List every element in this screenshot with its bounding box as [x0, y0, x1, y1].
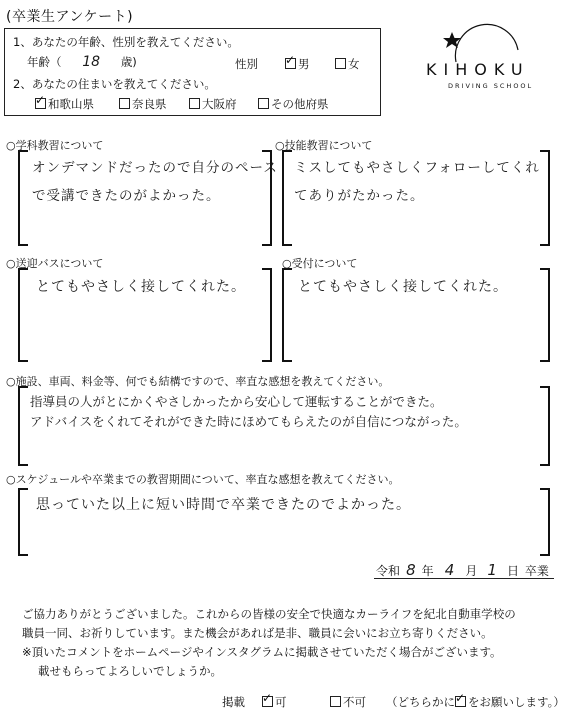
q1-label: 1、あなたの年齢、性別を教えてください。 — [13, 35, 239, 49]
residence-label: 奈良県 — [132, 97, 167, 111]
footer-line-4: 載せもらってよろしいでしょうか。 — [38, 664, 222, 678]
bracket-right — [540, 268, 550, 362]
residence-option-1[interactable] — [119, 96, 167, 112]
answer-shisetsu-line-1: 指導員の人がとにかくやさしかったから安心して運転することができた。 — [30, 394, 443, 409]
star-icon — [443, 32, 461, 48]
publish-yes-option[interactable] — [262, 694, 287, 710]
answer-gakka-line-2: で受講できたのがよかった。 — [32, 188, 221, 204]
residence-option-2[interactable] — [189, 96, 237, 112]
graduation-date — [376, 561, 549, 579]
publish-no-option[interactable] — [330, 694, 366, 710]
bracket-left — [18, 386, 28, 466]
residence-checkbox[interactable] — [189, 98, 200, 109]
answer-shisetsu-line-2: アドバイスをくれてそれができた時にほめてもらえたのが自信につながった。 — [30, 414, 467, 429]
logo-subtext: DRIVING SCHOOL — [448, 82, 534, 90]
answer-ginou-line-1: ミスしてもやさしくフォローしてくれ — [294, 160, 540, 176]
date-day-label: 日 — [507, 564, 520, 578]
section-label-bus: ○送迎バスについて — [6, 257, 104, 270]
date-month-value[interactable]: 4 — [444, 561, 455, 579]
age-unit: 歳) — [120, 55, 137, 69]
kihoku-logo — [418, 20, 543, 105]
section-label-shisetsu: ○施設、車両、料金等、何でも結構ですので、率直な感想を教えてください。 — [6, 375, 390, 388]
publish-no-label: 不可 — [343, 695, 366, 709]
bracket-left — [282, 268, 292, 362]
bracket-left — [18, 150, 28, 246]
bracket-left — [18, 488, 28, 556]
gender-label: 性別 — [235, 57, 258, 71]
residence-checkbox[interactable] — [119, 98, 130, 109]
section-label-gakka: ○学科教習について — [6, 139, 104, 152]
publish-label: 掲載 — [222, 695, 245, 709]
bracket-left — [18, 268, 28, 362]
answer-bus-line-1: とてもやさしく接してくれた。 — [36, 279, 246, 295]
section-label-schedule: ○スケジュールや卒業までの教習期間について、率直な感想を教えてください。 — [6, 473, 400, 486]
bracket-right — [540, 150, 550, 246]
instruction-post: をお願いします。） — [468, 695, 565, 709]
date-year-label: 年 — [421, 564, 434, 578]
bracket-right — [262, 268, 272, 362]
age-row — [27, 54, 137, 70]
answer-ginou-line-2: てありがたかった。 — [294, 188, 425, 204]
female-label: 女 — [348, 57, 360, 71]
residence-option-0[interactable] — [35, 96, 94, 112]
bracket-right — [540, 386, 550, 466]
residence-checkbox[interactable] — [35, 98, 46, 109]
date-underline — [374, 578, 554, 579]
male-checkbox[interactable] — [285, 58, 296, 69]
date-era: 令和 — [376, 564, 401, 578]
female-checkbox[interactable] — [335, 58, 346, 69]
date-year-value[interactable]: 8 — [406, 561, 416, 579]
sample-check-icon — [455, 696, 466, 707]
gender-male-option[interactable] — [285, 56, 310, 72]
section-label-ginou: ○技能教習について — [275, 139, 373, 152]
q2-label: 2、あなたの住まいを教えてください。 — [13, 77, 216, 91]
answer-uketsuke-line-1: とてもやさしく接してくれた。 — [298, 279, 508, 295]
section-label-uketsuke: ○受付について — [282, 257, 358, 270]
publish-yes-checkbox[interactable] — [262, 696, 273, 707]
publish-instruction — [386, 694, 565, 710]
bracket-right — [540, 488, 550, 556]
instruction-pre: （どちらかに — [386, 695, 455, 709]
residence-label: 大阪府 — [202, 97, 237, 111]
gender-female-option[interactable] — [335, 56, 360, 72]
logo-text: KIHOKU — [426, 60, 530, 79]
residence-option-3[interactable] — [258, 96, 329, 112]
date-day-value[interactable]: 1 — [487, 561, 497, 579]
publish-no-checkbox[interactable] — [330, 696, 341, 707]
residence-label: 和歌山県 — [48, 97, 94, 111]
answer-gakka-line-1: オンデマンドだったので自分のペース — [32, 160, 278, 176]
bracket-left — [282, 150, 292, 246]
footer-line-3: ※頂いたコメントをホームページやインスタグラムに掲載させていただく場合がございます。 — [22, 645, 502, 659]
age-label: 年齢（ — [27, 55, 62, 69]
date-suffix: 卒業 — [524, 564, 549, 578]
age-value[interactable]: 18 — [82, 54, 101, 70]
male-label: 男 — [298, 57, 310, 71]
footer-line-2: 職員一同、お祈りしています。また機会があれば是非、職員に会いにお立ち寄りください。 — [22, 626, 493, 640]
date-month-label: 月 — [465, 564, 478, 578]
survey-title: (卒業生アンケート) — [6, 9, 134, 25]
profile-questions-box — [4, 28, 381, 116]
answer-schedule-line-1: 思っていた以上に短い時間で卒業できたのでよかった。 — [36, 497, 411, 513]
footer-line-1: ご協力ありがとうございました。これからの皆様の安全で快適なカーライフを紀北自動車学校の — [22, 607, 516, 621]
publish-yes-label: 可 — [275, 695, 287, 709]
residence-label: その他府県 — [271, 97, 329, 111]
residence-checkbox[interactable] — [258, 98, 269, 109]
